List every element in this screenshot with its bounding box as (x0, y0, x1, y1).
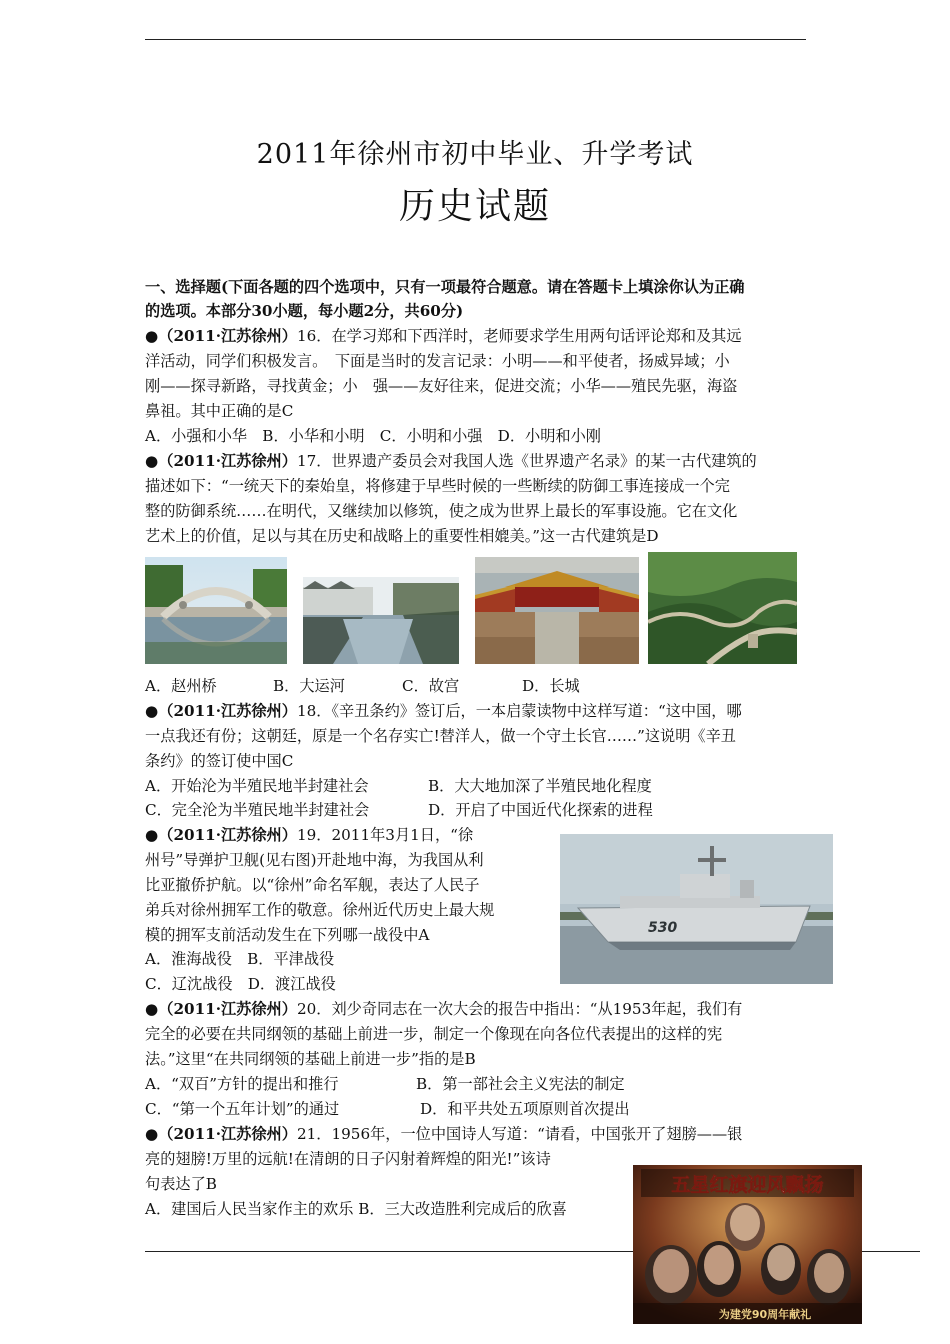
question-tag: ●（2011·江苏徐州） (145, 702, 297, 720)
question-18-option-c: C．完全沦为半殖民地半封建社会 (145, 801, 370, 819)
question-20-option-b: B．第一部社会主义宪法的制定 (416, 1075, 625, 1093)
question-21 (145, 1124, 742, 1144)
poster-caption: 为建党90周年献礼 (718, 1308, 812, 1321)
question-20-option-d: D．和平共处五项原则首次提出 (420, 1100, 630, 1118)
question-19 (145, 825, 473, 845)
question-text: 弟兵对徐州拥军工作的敬意。徐州近代历史上最大规 (145, 901, 495, 919)
question-text: 18．《辛丑条约》签订后，一本启蒙读物中这样写道：“这中国，哪 (296, 702, 742, 720)
question-text: 一点我还有份；这朝廷，原是一个名存实亡!替洋人，做一个守土长官……”这说明《辛丑 (145, 727, 736, 745)
question-text: 亮的翅膀!万里的远航!在清朗的日子闪射着辉煌的阳光!”该诗 (145, 1150, 551, 1168)
question-tag: ●（2011·江苏徐州） (145, 1000, 297, 1018)
forbidden-city-photo (475, 557, 639, 664)
question-tag: ●（2011·江苏徐州） (145, 452, 297, 470)
question-text: 模的拥军支前活动发生在下列哪一战役中A (145, 926, 430, 944)
exam-subtitle: 历史试题 (398, 186, 551, 227)
question-18-option-b: B．大大地加深了半殖民地化程度 (428, 777, 652, 795)
question-18 (145, 701, 742, 721)
question-text: 16．在学习郑和下西洋时，老师要求学生用两句话评论郑和及其远 (296, 327, 742, 345)
grand-canal-photo (303, 577, 459, 664)
question-text: 艺术上的价值，足以与其在历史和战略上的重要性相媲美。”这一古代建筑是D (145, 527, 659, 545)
question-text: 洋活动，同学们积极发言。 下面是当时的发言记录：小明——和平使者，扬威异域；小 (145, 352, 730, 370)
question-20-option-a: A．“双百”方针的提出和推行 (145, 1075, 339, 1093)
question-text: 整的防御系统……在明代，又继续加以修筑，使之成为世界上最长的军事设施。它在文化 (145, 502, 738, 520)
question-20-option-c: C．“第一个五年计划”的通过 (145, 1100, 340, 1118)
question-text: 比亚撤侨护航。以“徐州”命名军舰，表达了人民子 (145, 876, 480, 894)
question-text: 21．1956年，一位中国诗人写道：“请看，中国张开了翅膀——银 (296, 1125, 743, 1143)
question-tag: ●（2011·江苏徐州） (145, 1125, 297, 1143)
question-text: 20．刘少奇同志在一次大会的报告中指出：“从1953年起，我们有 (296, 1000, 743, 1018)
section-heading-line1: 一、选择题(下面各题的四个选项中，只有一项最符合题意。请在答题卡上填涂你认为正确 (145, 278, 745, 296)
question-16-options: A．小强和小华 B．小华和小明 C．小明和小强 D．小明和小刚 (145, 427, 601, 445)
question-text: 刚——探寻新路，寻找黄金；小 强——友好往来，促进交流；小华——殖民先驱，海盗 (145, 377, 738, 395)
question-18-option-a: A．开始沦为半殖民地半封建社会 (145, 777, 369, 795)
question-text: 完全的必要在共同纲领的基础上前进一步，制定一个像现在向各位代表提出的这样的宪 (145, 1025, 723, 1043)
top-rule (145, 39, 806, 40)
hull-number: 530 (648, 920, 678, 936)
question-text: 句表达了B (145, 1175, 217, 1193)
question-17-option-c: C．故宫 (402, 677, 460, 695)
question-text: 州号”导弹护卫舰(见右图)开赴地中海，为我国从利 (145, 851, 484, 869)
question-17 (145, 451, 757, 471)
question-text: 条约》的签订使中国C (145, 752, 294, 770)
question-text: 描述如下：“一统天下的秦始皇，将修建于早些时候的一些断续的防御工事连接成一个完 (145, 477, 730, 495)
great-wall-photo (648, 552, 797, 664)
question-tag: ●（2011·江苏徐州） (145, 826, 297, 844)
film-poster-image (633, 1165, 862, 1324)
question-text: 19．2011年3月1日，“徐 (296, 826, 474, 844)
question-21-options: A．建国后人民当家作主的欢乐 B．三大改造胜利完成后的欣喜 (145, 1200, 567, 1218)
question-text: 法。”这里“在共同纲领的基础上前进一步”指的是B (145, 1050, 476, 1068)
question-text: 17．世界遗产委员会对我国人选《世界遗产名录》的某一古代建筑的 (296, 452, 757, 470)
question-19-options-ab: A．淮海战役 B．平津战役 (145, 950, 335, 968)
question-17-option-a: A．赵州桥 (145, 677, 217, 695)
xuzhou-frigate-photo (560, 834, 833, 984)
question-text: 鼻祖。其中正确的是C (145, 402, 294, 420)
question-20 (145, 999, 742, 1019)
section-heading-line2: 的选项。本部分30小题，每小题2分，共60分) (145, 302, 464, 320)
question-16 (145, 326, 742, 346)
question-17-option-b: B．大运河 (273, 677, 345, 695)
question-17-option-d: D．长城 (522, 677, 580, 695)
zhaozhou-bridge-photo (145, 557, 287, 664)
exam-title: 2011年徐州市初中毕业、升学考试 (256, 139, 694, 170)
question-tag: ●（2011·江苏徐州） (145, 327, 297, 345)
poster-title: 五星红旗迎风飘扬 (671, 1174, 824, 1196)
question-19-options-cd: C．辽沈战役 D．渡江战役 (145, 975, 336, 993)
question-18-option-d: D．开启了中国近代化探索的进程 (428, 801, 653, 819)
